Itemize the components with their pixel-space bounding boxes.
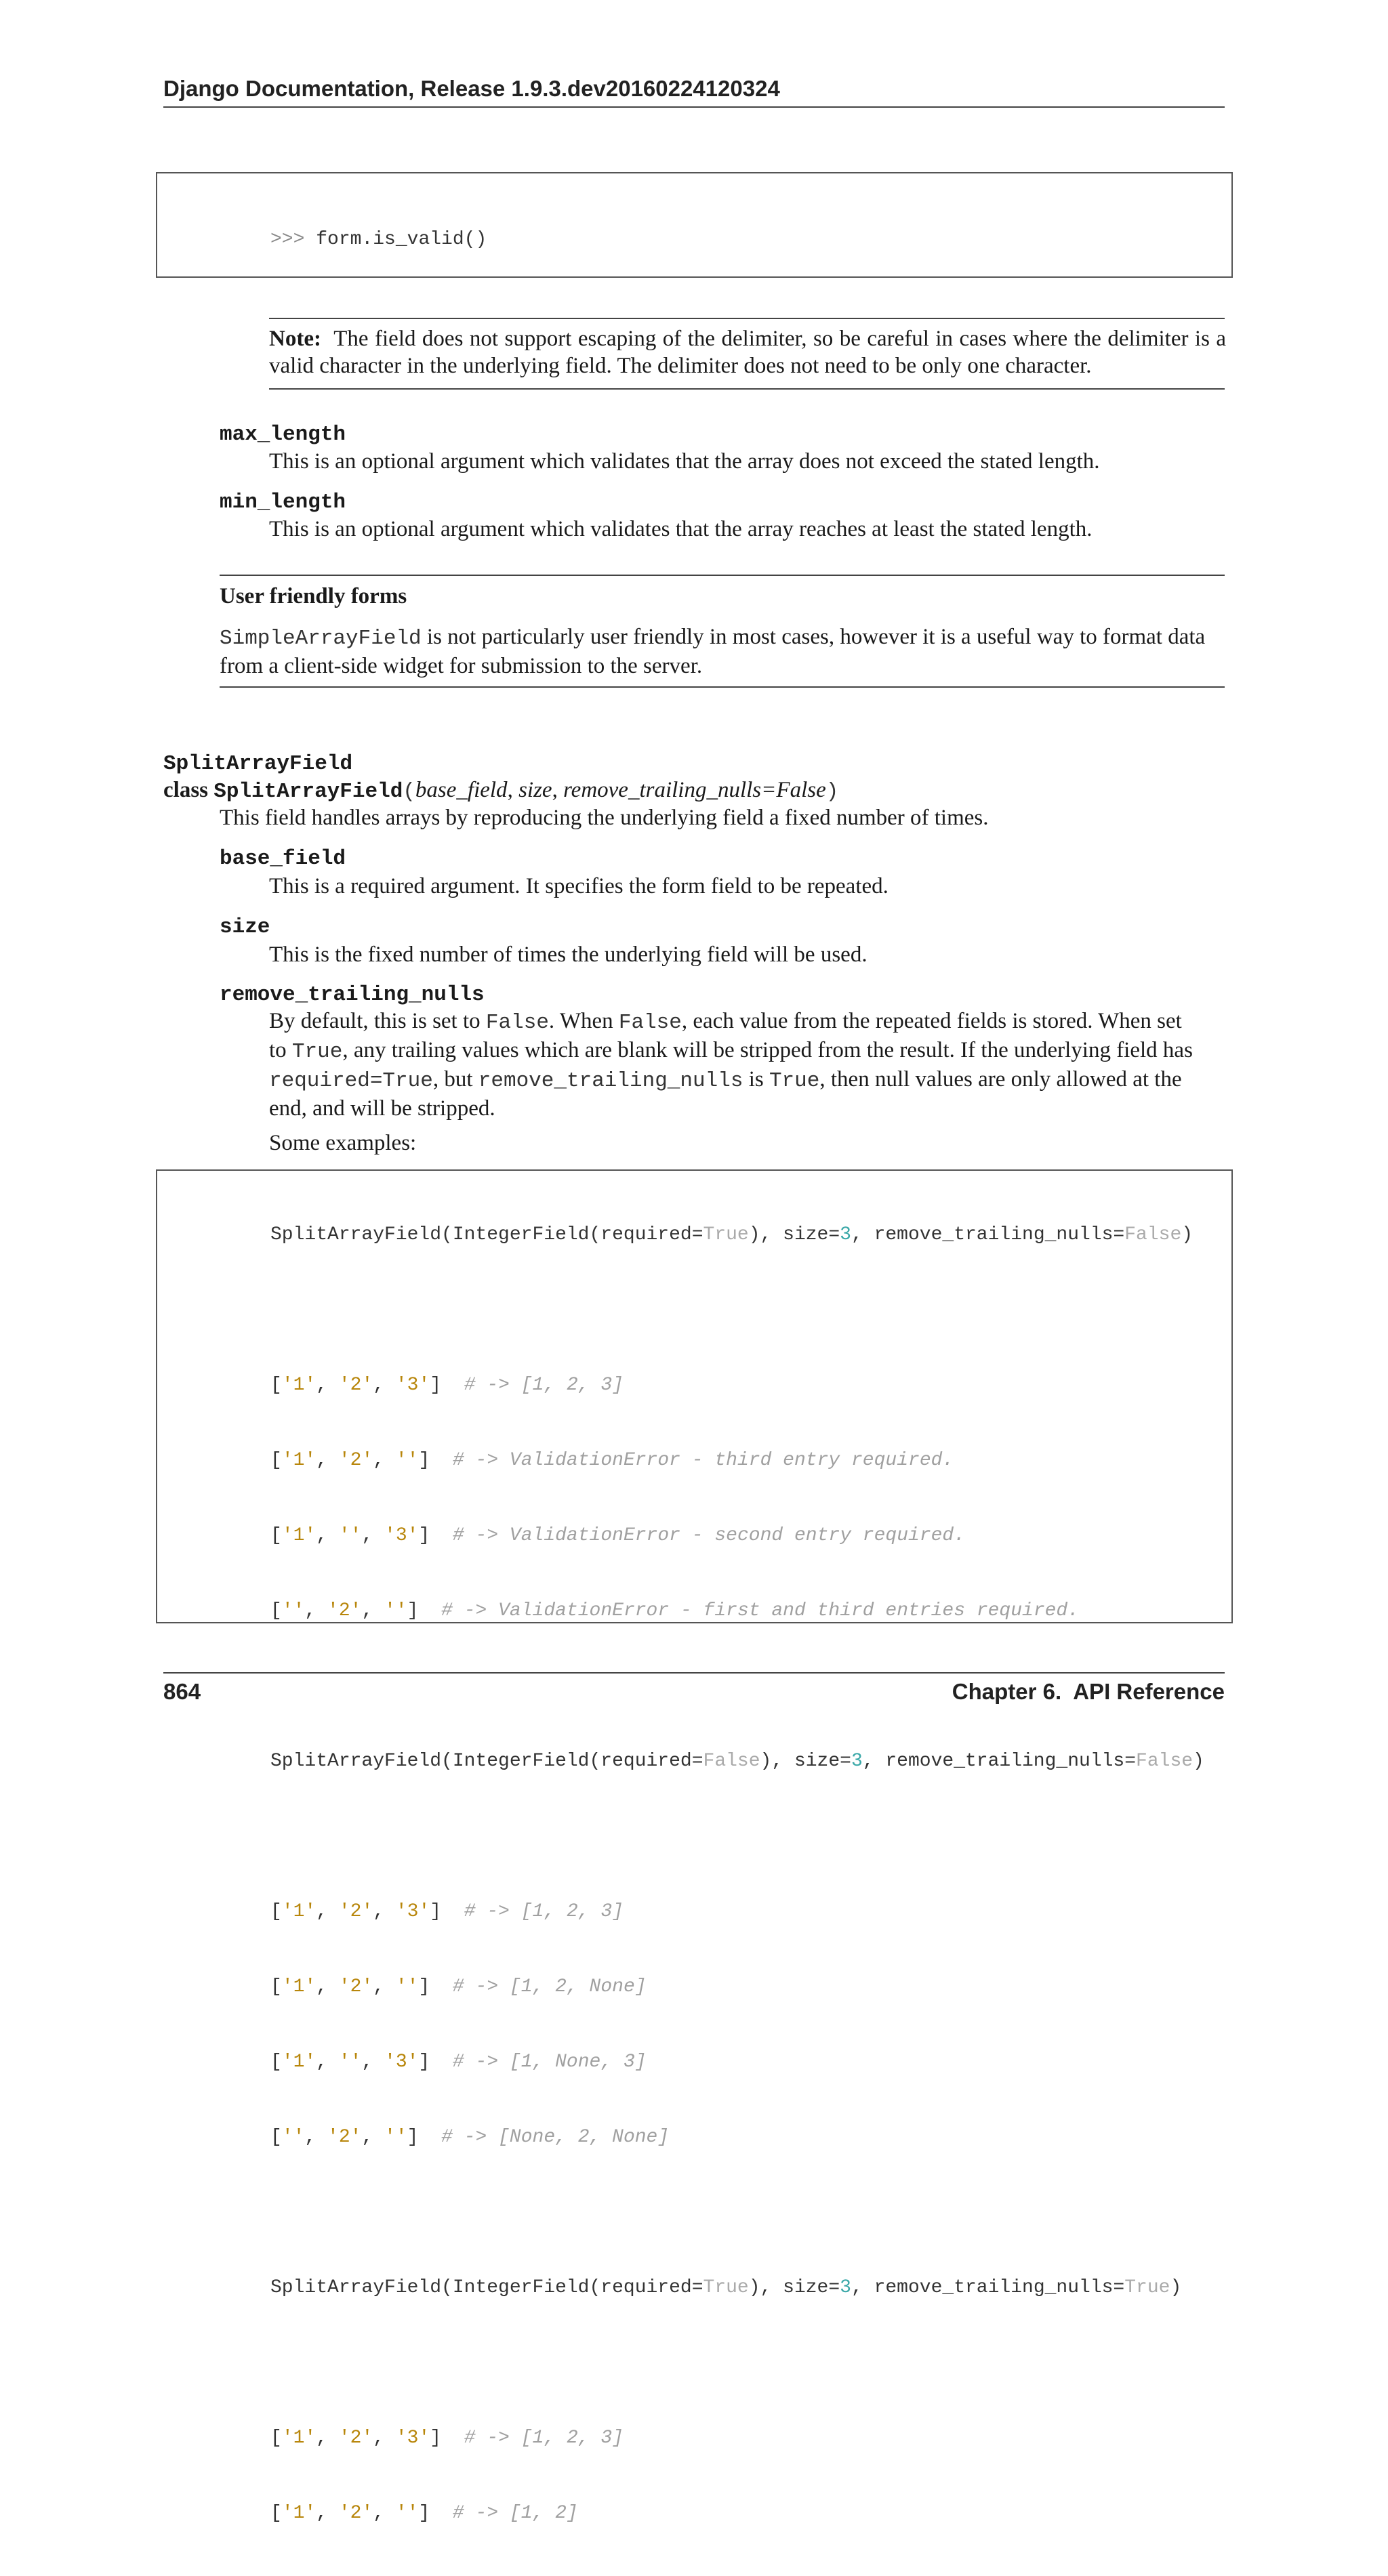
page-number: 864 [163,1679,201,1704]
header-rule [163,106,1225,108]
code-line: ['1', '2', '3'] # -> [1, 2, 3] [270,1901,624,1922]
footer-rule [163,1672,1225,1674]
code-line: ['1', '2', ''] # -> ValidationError - third entry required. [270,1450,954,1471]
min-length-attr-name: min_length [220,491,346,514]
class-name: SplitArrayField [213,780,403,804]
max-length-attr-name: max_length [220,423,346,446]
code-line: ['', '2', ''] # -> ValidationError - first and third entries required. [270,1600,1080,1621]
size-description: This is the fixed number of times the underlying field will be used. [269,942,868,967]
code-line: SplitArrayField(IntegerField(required=True), size=3, remove_trailing_nulls=False) [270,1224,1193,1245]
topic-bottom-rule [220,686,1225,688]
code-line: SplitArrayField(IntegerField(required=False), size=3, remove_trailing_nulls=False) [270,1751,1204,1772]
page-header-title: Django Documentation, Release 1.9.3.dev20160224120324 [163,76,780,101]
min-length-description: This is an optional argument which validates that the array reaches at least the stated length. [269,517,1093,541]
inline-code: SimpleArrayField [220,627,422,650]
max-length-description: This is an optional argument which validates that the array does not exceed the stated length. [269,449,1100,474]
examples-label: Some examples: [269,1131,417,1155]
remove-trailing-nulls-attr-name: remove_trailing_nulls [220,983,485,1007]
note-label: Note: [269,327,321,351]
note-bottom-rule [269,388,1225,390]
base-field-description: This is a required argument. It specifies the form field to be repeated. [269,874,889,898]
note-text: The field does not support escaping of the delimiter, so be careful in cases where the delimiter is a valid character in the underlying field. The delimiter does not need to be only one character. [269,327,1226,378]
code-line: ['1', '2', '3'] # -> [1, 2, 3] [270,1375,624,1396]
topic-top-rule [220,575,1225,576]
code-line: ['1', '2', ''] # -> [1, 2, None] [270,1976,647,1997]
code-line: ['1', '2', ''] # -> [1, 2] [270,2503,578,2524]
code-line: ['1', '', '3'] # -> ValidationError - second entry required. [270,1525,966,1546]
code-line: ['1', '2', '3'] # -> [1, 2, 3] [270,2428,624,2449]
code-line: ['1', '', '3'] # -> [1, None, 3] [270,2052,647,2073]
base-field-attr-name: base_field [220,847,346,871]
topic-title: User friendly forms [220,584,407,608]
code-line: ['', '2', ''] # -> [None, 2, None] [270,2127,670,2148]
code-block-form-validation [156,172,1233,278]
size-attr-name: size [220,915,270,939]
chapter-title: Chapter 6. API Reference [952,1679,1225,1704]
note-admonition [269,325,1226,379]
code-line: >>> form.is_valid() [270,229,487,250]
topic-body: SimpleArrayField is not particularly user friendly in most cases, however it is a useful way to format data from a client-side widget for submission to the server. [220,625,1206,678]
split-array-field-description: This field handles arrays by reproducing the underlying field a fixed number of times. [220,806,989,830]
split-array-field-heading: SplitArrayField [163,752,353,776]
remove-trailing-nulls-description: By default, this is set to False. When False, each value from the repeated fields is stored. When set to True, any trailing values which are blank will be stripped from the result. If the underlying field has required=True, but remove_trailing_nulls is True, then null values are only allowed at the end, and will be stripped. [269,1009,1193,1121]
split-array-field-signature: class SplitArrayField(base_field, size, remove_trailing_nulls=False) [163,778,839,804]
code-line: SplitArrayField(IntegerField(required=True), size=3, remove_trailing_nulls=True) [270,2277,1182,2298]
note-top-rule [269,318,1225,319]
